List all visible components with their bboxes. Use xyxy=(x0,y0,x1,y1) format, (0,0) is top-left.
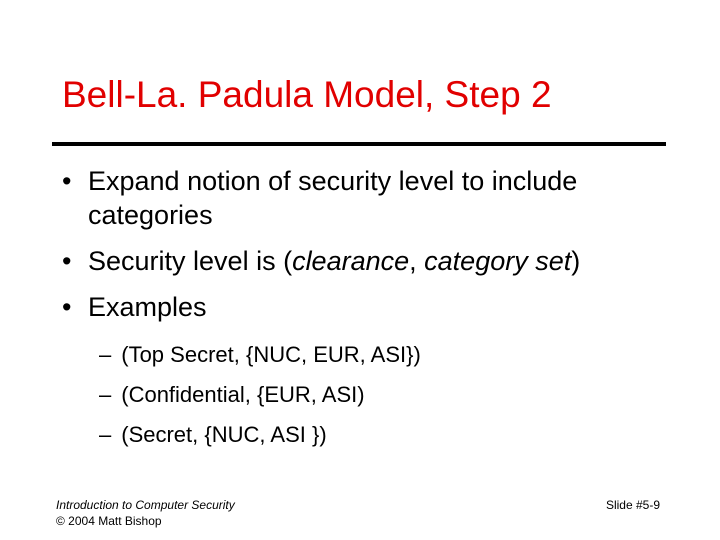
example-text: (Secret, {NUC, ASI }) xyxy=(121,422,327,447)
bullet-text-continuation: categories xyxy=(88,200,213,230)
footer-left xyxy=(56,497,235,529)
bullet-text-suffix: ) xyxy=(571,246,581,276)
bullet-list xyxy=(62,164,662,336)
bullet-text-separator: , xyxy=(409,246,425,276)
slide-title: Bell-La. Padula Model, Step 2 xyxy=(62,74,552,115)
title-divider xyxy=(52,142,666,146)
bullet-term-clearance: clearance xyxy=(292,246,410,276)
slide-number: Slide #5-9 xyxy=(605,498,660,512)
bullet-term-category-set: category set xyxy=(424,246,572,276)
bullet-marker: • xyxy=(62,166,72,196)
bullet-item-examples xyxy=(62,290,662,324)
dash-marker: – xyxy=(99,382,112,407)
bullet-marker: • xyxy=(62,246,72,276)
copyright-notice: © 2004 Matt Bishop xyxy=(56,514,162,528)
bullet-marker: • xyxy=(62,292,72,322)
dash-marker: – xyxy=(99,422,112,447)
example-item-confidential xyxy=(99,381,365,409)
example-text: (Confidential, {EUR, ASI) xyxy=(121,382,365,407)
dash-marker: – xyxy=(99,342,112,367)
course-title: Introduction to Computer Security xyxy=(56,498,235,512)
bullet-item-security-level xyxy=(62,244,662,278)
bullet-item-expand xyxy=(62,164,662,232)
bullet-text-prefix: Security level is ( xyxy=(88,246,293,276)
example-text: (Top Secret, {NUC, EUR, ASI}) xyxy=(121,342,421,367)
example-item-top-secret xyxy=(99,341,421,369)
bullet-text: Examples xyxy=(88,292,207,322)
example-item-secret xyxy=(99,421,327,449)
bullet-text: Expand notion of security level to include xyxy=(88,166,578,196)
